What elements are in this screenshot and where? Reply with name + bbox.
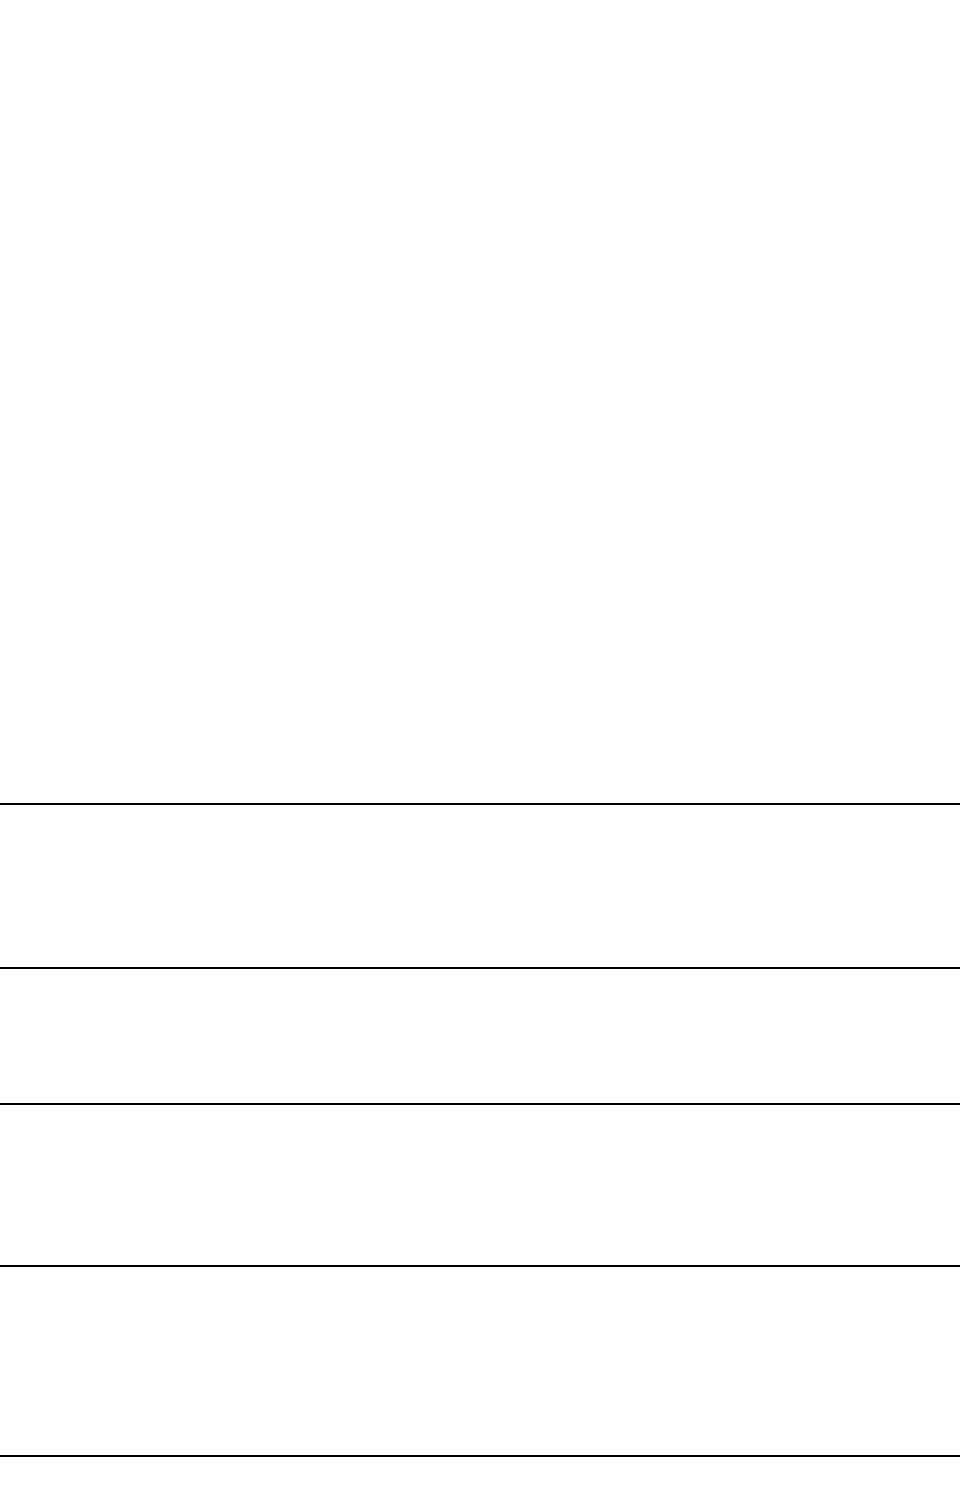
divider <box>0 1455 960 1457</box>
divider <box>0 803 960 805</box>
divider <box>0 1265 960 1267</box>
divider <box>0 967 960 969</box>
divider <box>0 1103 960 1105</box>
